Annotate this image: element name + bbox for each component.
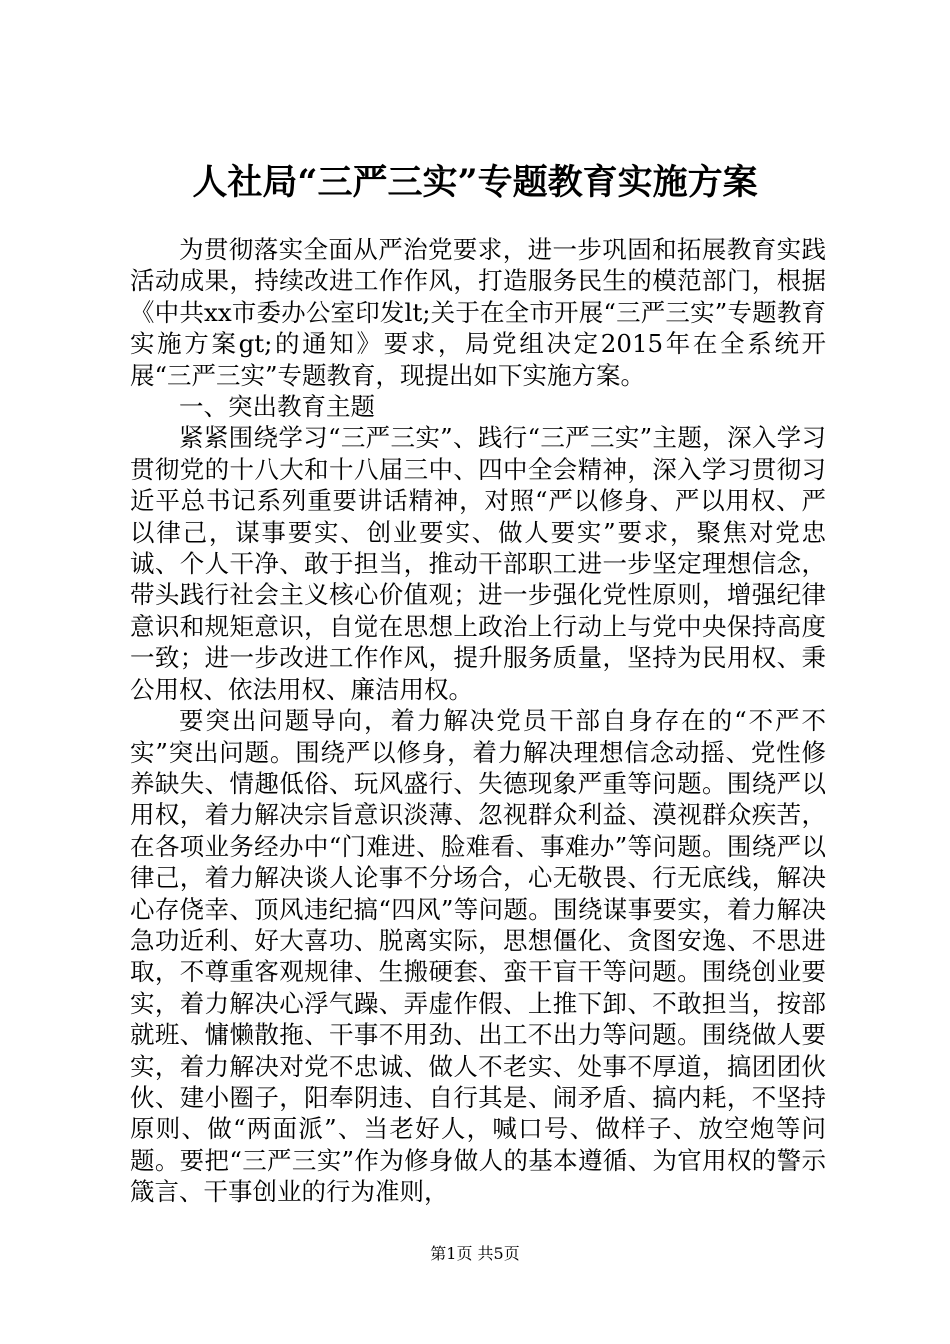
- page-footer: 第1页 共5页: [430, 1244, 520, 1263]
- section-heading: 一、突出教育主题: [179, 392, 375, 422]
- document-title: 人社局“三严三实”专题教育实施方案: [192, 162, 758, 203]
- paragraph-theme: 紧紧围绕学习“三严三实”、践行“三严三实”主题，深入学习贯彻党的十八大和十八届三中、四中全会精神，深入学习贯彻习近平总书记系列重要讲话精神，对照“严以修身、严以用权、严以律己，谋事要实、创业要实、做人要实”要求，聚焦对党忠诚、个人干净、敢于担当，推动干部职工进一步坚定理想信念，带头践行社会主义核心价值观；进一步强化党性原则，增强纪律意识和规矩意识，自觉在思想上政治上行动上与党中央保持高度一致；进一步改进工作作风，提升服务质量，坚持为民用权、秉公用权、依法用权、廉洁用权。: [130, 423, 826, 704]
- paragraph-problems: 要突出问题导向，着力解决党员干部自身存在的“不严不实”突出问题。围绕严以修身，着力解决理想信念动摇、党性修养缺失、情趣低俗、玩风盛行、失德现象严重等问题。围绕严以用权，着力解决宗旨意识淡薄、忽视群众利益、漠视群众疾苦，在各项业务经办中“门难进、脸难看、事难办”等问题。围绕严以律己，着力解决谈人论事不分场合，心无敬畏、行无底线，解决心存侥幸、顶风违纪搞“四风”等问题。围绕谋事要实，着力解决急功近利、好大喜功、脱离实际，思想僵化、贪图安逸、不思进取，不尊重客观规律、生搬硬套、蛮干盲干等问题。围绕创业要实，着力解决心浮气躁、弄虚作假、上推下卸、不敢担当，按部就班、慵懒散拖、干事不用劲、出工不出力等问题。围绕做人要实，着力解决对党不忠诚、做人不老实、处事不厚道，搞团团伙伙、建小圈子，阳奉阴违、自行其是、闹矛盾、搞内耗，不坚持原则、做“两面派”、当老好人，喊口号、做样子、放空炮等问题。要把“三严三实”作为修身做人的基本遵循、为官用权的警示箴言、干事创业的行为准则，: [130, 706, 826, 1207]
- document-body: [130, 234, 826, 1208]
- paragraph-intro: 为贯彻落实全面从严治党要求，进一步巩固和拓展教育实践活动成果，持续改进工作作风，打造服务民生的模范部门，根据《中共xx市委办公室印发lt;关于在全市开展“三严三实”专题教育实施方案gt;的通知》要求，局党组决定2015年在全系统开展“三严三实”专题教育，现提出如下实施方案。: [130, 235, 826, 390]
